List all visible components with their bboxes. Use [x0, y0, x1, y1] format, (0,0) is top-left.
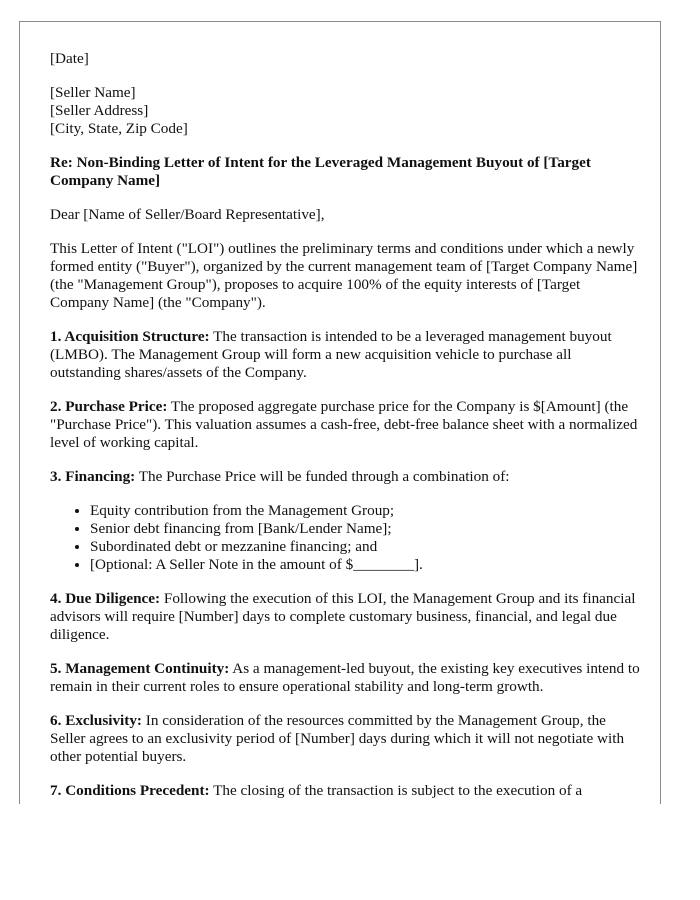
list-item: • Equity contribution from the Management Group;: [90, 502, 640, 520]
letter-body: [50, 50, 640, 804]
letter-subject: Re: Non-Binding Letter of Intent for the Leveraged Management Buyout of [Target Company Name]: [50, 154, 591, 189]
section-heading: 2. Purchase Price:: [50, 398, 168, 415]
seller-city: [City, State, Zip Code]: [50, 120, 188, 137]
section-heading: 1. Acquisition Structure:: [50, 328, 210, 345]
section-heading: 4. Due Diligence:: [50, 590, 161, 607]
intro-paragraph: This Letter of Intent ("LOI") outlines the preliminary terms and conditions under which a newly formed entity ("Buyer"), organized by the current management team of [Target Company Name] (the "Management Group"), proposes to acquire 100% of the equity interests of [Target Company Name] (the "Company").: [50, 240, 638, 311]
section-heading: 3. Financing:: [50, 468, 136, 485]
letter-page: [19, 21, 661, 804]
section-heading: 7. Conditions Precedent:: [50, 782, 210, 799]
list-item: • Senior debt financing from [Bank/Lender Name];: [90, 520, 640, 538]
section-text: The closing of the transaction is subject to the execution of a: [209, 782, 583, 799]
section-acquisition-structure: [50, 328, 640, 382]
section-text: Following the execution of this LOI, the Management Group and its financial advisors will require [Number] days to complete customary business, financial, and legal due diligence.: [50, 590, 636, 643]
section-exclusivity: [50, 712, 640, 766]
section-text: The proposed aggregate purchase price for the Company is $[Amount] (the "Purchase Price"). This valuation assumes a cash-free, debt-free balance sheet with a normalized level of working capital.: [50, 398, 638, 451]
financing-list: [50, 502, 640, 574]
section-management-continuity: [50, 660, 640, 696]
section-heading: 5. Management Continuity:: [50, 660, 230, 677]
seller-address: [Seller Address]: [50, 102, 149, 119]
section-financing: [50, 468, 640, 486]
list-item: • Subordinated debt or mezzanine financing; and: [90, 538, 640, 556]
section-text: The Purchase Price will be funded through a combination of:: [135, 468, 510, 485]
section-text: As a management-led buyout, the existing key executives intend to remain in their current roles to ensure operational stability and long-term growth.: [50, 660, 640, 695]
seller-name: [Seller Name]: [50, 84, 136, 101]
section-purchase-price: [50, 398, 640, 452]
letter-date: [Date]: [50, 50, 89, 67]
salutation: Dear [Name of Seller/Board Representative],: [50, 206, 325, 223]
section-due-diligence: [50, 590, 640, 644]
section-text: In consideration of the resources committed by the Management Group, the Seller agrees to an exclusivity period of [Number] days during which it will not negotiate with other potential buyers.: [50, 712, 625, 765]
section-text: The transaction is intended to be a leveraged management buyout (LMBO). The Management Group will form a new acquisition vehicle to purchase all outstanding shares/assets of the Company.: [50, 328, 612, 381]
section-heading: 6. Exclusivity:: [50, 712, 142, 729]
list-item: • [Optional: A Seller Note in the amount of $________].: [90, 556, 640, 574]
section-conditions-precedent: [50, 782, 640, 800]
seller-address-block: [50, 84, 640, 138]
